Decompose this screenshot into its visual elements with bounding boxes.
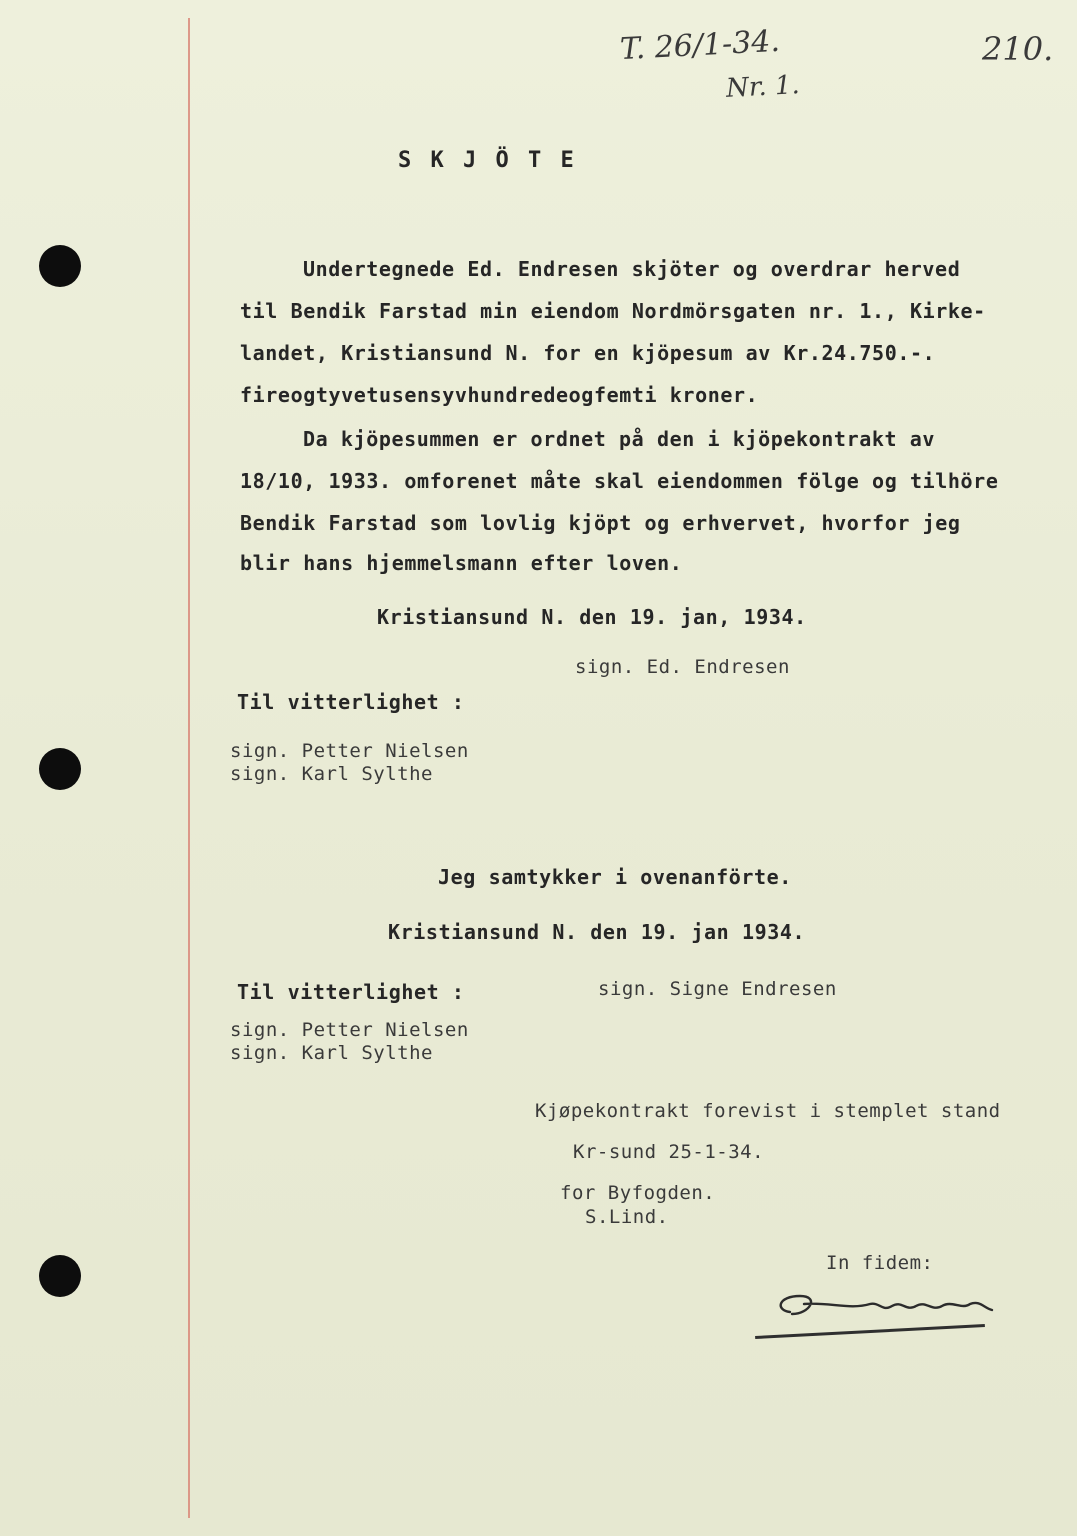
stamp-note-line: for Byfogden. bbox=[560, 1182, 716, 1204]
header-number: Nr. 1. bbox=[725, 70, 801, 104]
body-line: til Bendik Farstad min eiendom Nordmörsgaten nr. 1., Kirke- bbox=[240, 299, 986, 323]
witness-signature: sign. Petter Nielsen bbox=[230, 740, 469, 762]
body-line: blir hans hjemmelsmann efter loven. bbox=[240, 551, 683, 575]
body-line: fireogtyvetusensyvhundredeogfemti kroner. bbox=[240, 383, 759, 407]
in-fidem-label: In fidem: bbox=[826, 1252, 934, 1274]
stamp-note-line: S.Lind. bbox=[585, 1206, 669, 1228]
consent-signature: sign. Signe Endresen bbox=[598, 978, 837, 1000]
margin-rule bbox=[188, 18, 190, 1518]
stamp-note-line: Kr-sund 25-1-34. bbox=[573, 1141, 765, 1163]
consent-statement: Jeg samtykker i ovenanförte. bbox=[438, 865, 792, 889]
seller-signature: sign. Ed. Endresen bbox=[575, 656, 790, 678]
witness-signature: sign. Karl Sylthe bbox=[230, 1042, 433, 1064]
witness-label: Til vitterlighet : bbox=[237, 690, 465, 714]
body-line: Da kjöpesummen er ordnet på den i kjöpekontrakt av bbox=[303, 427, 936, 451]
stamp-note-line: Kjøpekontrakt forevist i stemplet stand bbox=[535, 1100, 1001, 1122]
punch-hole bbox=[39, 1255, 81, 1297]
punch-hole bbox=[39, 748, 81, 790]
place-date: Kristiansund N. den 19. jan, 1934. bbox=[377, 605, 807, 629]
body-line: landet, Kristiansund N. for en kjöpesum av Kr.24.750.-. bbox=[240, 341, 936, 365]
header-note: T. 26/1-34. bbox=[619, 23, 781, 68]
witness-signature: sign. Petter Nielsen bbox=[230, 1019, 469, 1041]
page-number: 210. bbox=[982, 30, 1054, 68]
punch-hole bbox=[39, 245, 81, 287]
body-line: Bendik Farstad som lovlig kjöpt og erhvervet, hvorfor jeg bbox=[240, 511, 961, 535]
witness-label: Til vitterlighet : bbox=[237, 980, 465, 1004]
document-title: S K J Ö T E bbox=[398, 148, 577, 173]
body-line: Undertegnede Ed. Endresen skjöter og overdrar herved bbox=[303, 257, 961, 281]
place-date: Kristiansund N. den 19. jan 1934. bbox=[388, 920, 806, 944]
body-line: 18/10, 1933. omforenet måte skal eiendommen fölge og tilhöre bbox=[240, 469, 999, 493]
witness-signature: sign. Karl Sylthe bbox=[230, 763, 433, 785]
